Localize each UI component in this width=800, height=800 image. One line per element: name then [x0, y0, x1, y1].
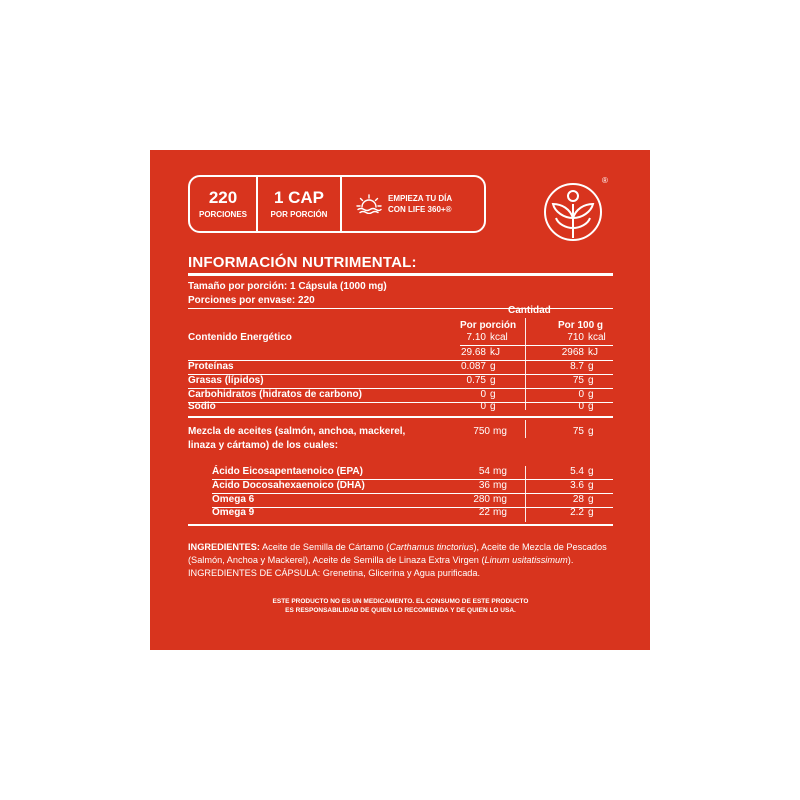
- energy-label: Contenido Energético: [188, 332, 292, 343]
- fatty-acid-serving-unit: mg: [493, 480, 507, 491]
- plant-circle-logo: [542, 174, 612, 244]
- fatty-acid-serving: 54: [478, 466, 490, 477]
- nutrient-serving: 0: [480, 389, 486, 400]
- fatty-acid-per100: 3.6: [570, 480, 584, 491]
- ingredients-part-1: Aceite de Semilla de Cártamo (: [259, 542, 390, 552]
- capsule-badge: [258, 177, 342, 231]
- nutrient-per100-unit: g: [588, 389, 594, 400]
- row-rule: [188, 402, 613, 403]
- energy-kcal-unit-100: kcal: [588, 332, 606, 343]
- nutrient-per100: 0: [578, 389, 584, 400]
- sunrise-icon: [356, 194, 382, 214]
- fatty-acid-per100-unit: g: [588, 507, 594, 518]
- ingredients-text: [188, 541, 618, 580]
- section-title: INFORMACIÓN NUTRIMENTAL:: [188, 254, 417, 271]
- slogan-text: [388, 193, 452, 215]
- header-per-serving: Por porción: [460, 320, 517, 331]
- energy-kj-unit: kJ: [490, 347, 500, 358]
- servings-per-container: Porciones por envase: 220: [188, 295, 315, 306]
- fatty-acid-serving-unit: mg: [493, 494, 507, 505]
- energy-kj-unit-100: kJ: [588, 347, 598, 358]
- fatty-acid-serving: 36: [478, 480, 490, 491]
- oils-per100: 75: [572, 426, 584, 437]
- row-rule: [212, 493, 613, 494]
- nutrient-per100-unit: g: [588, 375, 594, 386]
- fatty-acid-label: Omega 9: [212, 507, 255, 518]
- slogan-line-2: CON LIFE 360+®: [388, 205, 452, 214]
- slogan-badge: [342, 177, 484, 231]
- row-rule: [212, 507, 613, 508]
- nutrient-label: Proteínas: [188, 361, 234, 372]
- ingredients-label: INGREDIENTES:: [188, 542, 260, 552]
- fatty-acid-per100-unit: g: [588, 480, 594, 491]
- energy-kcal-unit: kcal: [490, 332, 508, 343]
- nutrient-serving-unit: g: [490, 389, 496, 400]
- header-cantidad: Cantidad: [508, 305, 551, 316]
- nutrient-serving: 0.75: [466, 375, 486, 386]
- fatty-acid-serving-unit: mg: [493, 466, 507, 477]
- nutrient-serving: 0: [480, 401, 486, 412]
- energy-bottom-rule: [188, 360, 613, 361]
- nutrient-per100: 0: [578, 401, 584, 412]
- registered-mark: ®: [602, 176, 608, 185]
- nutrients-bottom-rule: [188, 416, 613, 418]
- fatty-acid-per100: 5.4: [570, 466, 584, 477]
- nutrient-serving-unit: g: [490, 375, 496, 386]
- nutrient-label: Sodio: [188, 401, 216, 412]
- fatty-acid-per100: 28: [572, 494, 584, 505]
- servings-label: PORCIONES: [198, 209, 247, 219]
- fatty-acid-label: Ácido Docosahexaenoico (DHA): [212, 480, 365, 491]
- disclaimer: [188, 597, 613, 615]
- nutrient-serving-unit: g: [490, 361, 496, 372]
- nutrient-per100: 8.7: [570, 361, 584, 372]
- fatty-acid-serving-unit: mg: [493, 507, 507, 518]
- table-bottom-rule: [188, 524, 613, 526]
- capsule-label: POR PORCIÓN: [270, 209, 328, 219]
- column-divider: [525, 466, 526, 522]
- nutrient-serving-unit: g: [490, 401, 496, 412]
- fatty-acid-serving: 280: [473, 494, 490, 505]
- ingredients-italic-1: Carthamus tinctorius: [389, 542, 474, 552]
- nutrient-per100-unit: g: [588, 401, 594, 412]
- disclaimer-line-1: ESTE PRODUCTO NO ES UN MEDICAMENTO. EL CONSUMO DE ESTE PRODUCTO: [272, 598, 529, 605]
- oils-label-line-2: linaza y cártamo) de los cuales:: [188, 440, 339, 451]
- nutrient-serving: 0.087: [460, 361, 486, 372]
- column-divider: [525, 318, 526, 410]
- capsule-value: 1 CAP: [273, 187, 325, 207]
- ingredients-italic-2: Linum usitatissimum: [484, 555, 568, 565]
- title-rule: [188, 273, 613, 276]
- fatty-acid-per100: 2.2: [570, 507, 584, 518]
- product-badges: [188, 175, 486, 233]
- nutrient-label: Grasas (lípidos): [188, 375, 264, 386]
- nutrient-per100-unit: g: [588, 361, 594, 372]
- servings-badge: [190, 177, 258, 231]
- energy-kj-100: 2968: [561, 347, 584, 358]
- header-per-100g: Por 100 g: [558, 320, 604, 331]
- fatty-acid-per100-unit: g: [588, 494, 594, 505]
- nutrient-label: Carbohidratos (hidratos de carbono): [188, 389, 362, 400]
- energy-kj-serving: 29.68: [460, 347, 486, 358]
- oils-label-line-1: Mezcla de aceites (salmón, anchoa, mackerel,: [188, 426, 406, 437]
- ingredients-part-3: ). INGREDIENTES DE CÁPSULA: Grenetina, Glicerina y Agua purificada.: [188, 555, 574, 578]
- slogan-line-1: EMPIEZA TU DÍA: [388, 194, 453, 203]
- oils-serving-unit: mg: [493, 426, 507, 437]
- disclaimer-line-2: ES RESPONSABILIDAD DE QUIEN LO RECOMIENDA Y DE QUIEN LO USA.: [285, 607, 516, 614]
- serving-size: Tamaño por porción: 1 Cápsula (1000 mg): [188, 281, 387, 292]
- fatty-acid-label: Ácido Eicosapentaenoico (EPA): [212, 466, 363, 477]
- oils-per100-unit: g: [588, 426, 594, 437]
- energy-rule: [460, 345, 613, 346]
- fatty-acid-label: Omega 6: [212, 494, 255, 505]
- fatty-acid-per100-unit: g: [588, 466, 594, 477]
- fatty-acid-serving: 22: [478, 507, 490, 518]
- column-divider: [525, 420, 526, 438]
- ingredients-part-2: ), Aceite de Mezcla de Pescados (Salmón, Anchoa y Mackerel), Aceite de Semilla de Linaza Extra Virgen (: [188, 542, 607, 565]
- energy-kcal-serving: 7.10: [466, 332, 486, 343]
- nutrition-panel: [150, 150, 650, 650]
- energy-kcal-100: 710: [567, 332, 584, 343]
- oils-serving: 750: [473, 426, 490, 437]
- nutrient-per100: 75: [572, 375, 584, 386]
- servings-value: 220: [208, 187, 238, 207]
